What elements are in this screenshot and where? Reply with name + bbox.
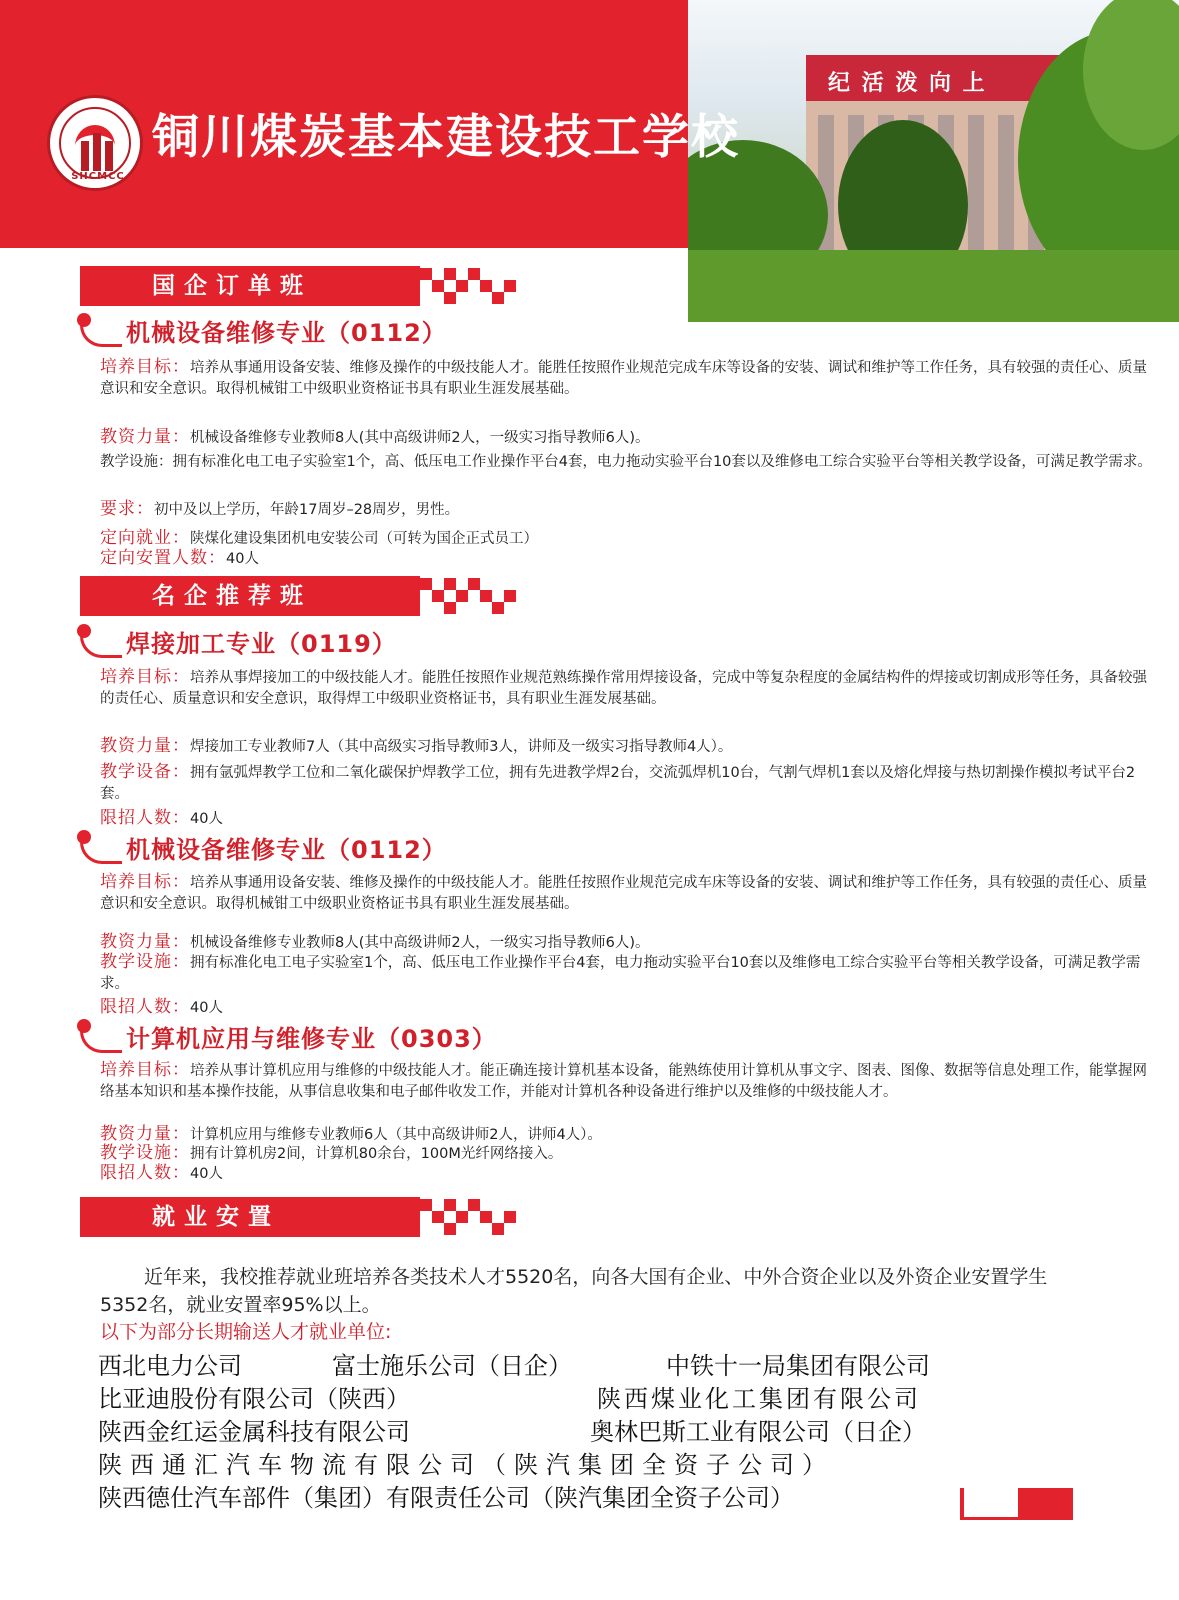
directed-employment: 定向就业：陕煤化建设集团机电安装公司（可转为国企正式员工） — [100, 528, 538, 548]
teaching-facility: 教学设施：拥有计算机房2间，计算机80余台，100M光纤网络接入。 — [100, 1143, 563, 1163]
training-goal: 培养目标：培养从事焊接加工的中级技能人才。能胜任按照作业规范熟练操作常用焊接设备，完成中等复杂程度的金属结构件的焊接或切割成形等任务，具备较强的责任心、质量意识和安全意识，取得焊工中级职业资格证书，具有职业生涯发展基础。 — [100, 667, 1147, 707]
campus-photo — [688, 0, 1179, 322]
footer-block — [1018, 1488, 1073, 1520]
checker-decoration — [420, 1197, 520, 1237]
section-title: 名企推荐班 — [152, 583, 312, 609]
checker-decoration — [420, 266, 520, 306]
requirements: 要求：初中及以上学历，年龄17周岁–28周岁，男性。 — [100, 499, 460, 519]
employer-item: 陕西煤业化工集团有限公司 — [597, 1385, 921, 1413]
employer-item: 陕西德仕汽车部件（集团）有限责任公司（陕汽集团全资子公司） — [98, 1484, 794, 1512]
teaching-staff: 教资力量：焊接加工专业教师7人（其中高级实习指导教师3人，讲师及一级实习指导教师4人）。 — [100, 736, 733, 756]
enrollment-limit: 限招人数：40人 — [100, 997, 223, 1017]
major-title: 计算机应用与维修专业（0303） — [126, 1025, 497, 1053]
section-state-order-banner — [80, 266, 420, 306]
school-logo — [47, 95, 143, 191]
teaching-staff: 教资力量：机械设备维修专业教师8人(其中高级讲师2人，一级实习指导教师6人)。 — [100, 427, 650, 447]
logo-text: SHCMCC — [71, 171, 125, 182]
teaching-staff: 教资力量：机械设备维修专业教师8人(其中高级讲师2人，一级实习指导教师6人)。 — [100, 932, 650, 952]
checker-decoration — [420, 576, 520, 616]
school-name: 铜川煤炭基本建设技工学校 — [152, 110, 740, 165]
major-title: 焊接加工专业（0119） — [126, 630, 397, 658]
employer-list-title: 以下为部分长期输送人才就业单位: — [100, 1321, 392, 1343]
employer-item: 西北电力公司 — [98, 1352, 242, 1380]
teaching-staff: 教资力量：计算机应用与维修专业教师6人（其中高级讲师2人，讲师4人）。 — [100, 1124, 602, 1144]
employer-item: 比亚迪股份有限公司（陕西） — [98, 1385, 410, 1413]
enrollment-limit: 限招人数：40人 — [100, 1163, 223, 1183]
building-sign: 纪 活 泼 向 上 — [828, 71, 987, 96]
section-employment-banner — [80, 1197, 420, 1237]
employer-item: 陕西通汇汽车物流有限公司（陕汽集团全资子公司） — [98, 1451, 834, 1479]
teaching-equipment: 教学设备：拥有氩弧焊教学工位和二氧化碳保护焊教学工位，拥有先进教学焊2台，交流弧焊机10台，气割气焊机1套以及熔化焊接与热切割操作模拟考试平台2套。 — [100, 762, 1136, 802]
enrollment-limit: 限招人数：40人 — [100, 808, 223, 828]
section-title: 国企订单班 — [152, 273, 312, 299]
training-goal: 培养目标：培养从事通用设备安装、维修及操作的中级技能人才。能胜任按照作业规范完成车床等设备的安装、调试和维护等工作任务，具有较强的责任心、质量意识和安全意识。取得机械钳工中级职业资格证书具有职业生涯发展基础。 — [100, 357, 1147, 397]
placement-quota: 定向安置人数：40人 — [100, 548, 259, 568]
training-goal: 培养目标：培养从事通用设备安装、维修及操作的中级技能人才。能胜任按照作业规范完成车床等设备的安装、调试和维护等工作任务，具有较强的责任心、质量意识和安全意识。取得机械钳工中级职业资格证书具有职业生涯发展基础。 — [100, 872, 1147, 912]
teaching-facility: 教学设施：拥有标准化电工电子实验室1个，高、低压电工作业操作平台4套，电力拖动实验平台10套以及维修电工综合实验平台等相关教学设备，可满足教学需求。 — [100, 454, 1152, 470]
section-title: 就业安置 — [152, 1204, 280, 1230]
employer-item: 富士施乐公司（日企） — [332, 1352, 572, 1380]
major-title: 机械设备维修专业（0112） — [126, 319, 447, 347]
employer-item: 陕西金红运金属科技有限公司 — [98, 1418, 410, 1446]
teaching-facility: 教学设施：拥有标准化电工电子实验室1个，高、低压电工作业操作平台4套，电力拖动实验平台10套以及维修电工综合实验平台等相关教学设备，可满足教学需求。 — [100, 952, 1141, 992]
employer-item: 中铁十一局集团有限公司 — [666, 1352, 930, 1380]
footer-rule — [960, 1517, 1020, 1520]
section-famous-banner — [80, 576, 420, 616]
employer-item: 奥林巴斯工业有限公司（日企） — [590, 1418, 926, 1446]
training-goal: 培养目标：培养从事计算机应用与维修的中级技能人才。能正确连接计算机基本设备，能熟练使用计算机从事文字、图表、图像、数据等信息处理工作，能掌握网络基本知识和基本操作技能，从事信息收集和电子邮件收发工作，并能对计算机各种设备进行维护以及维修的中级技能人才。 — [100, 1060, 1147, 1100]
major-title: 机械设备维修专业（0112） — [126, 836, 447, 864]
employment-intro: 近年来，我校推荐就业班培养各类技术人才5520名，向各大国有企业、中外合资企业以及外资企业安置学生5352名，就业安置率95%以上。 — [100, 1266, 1048, 1316]
footer-accent — [960, 1488, 964, 1520]
